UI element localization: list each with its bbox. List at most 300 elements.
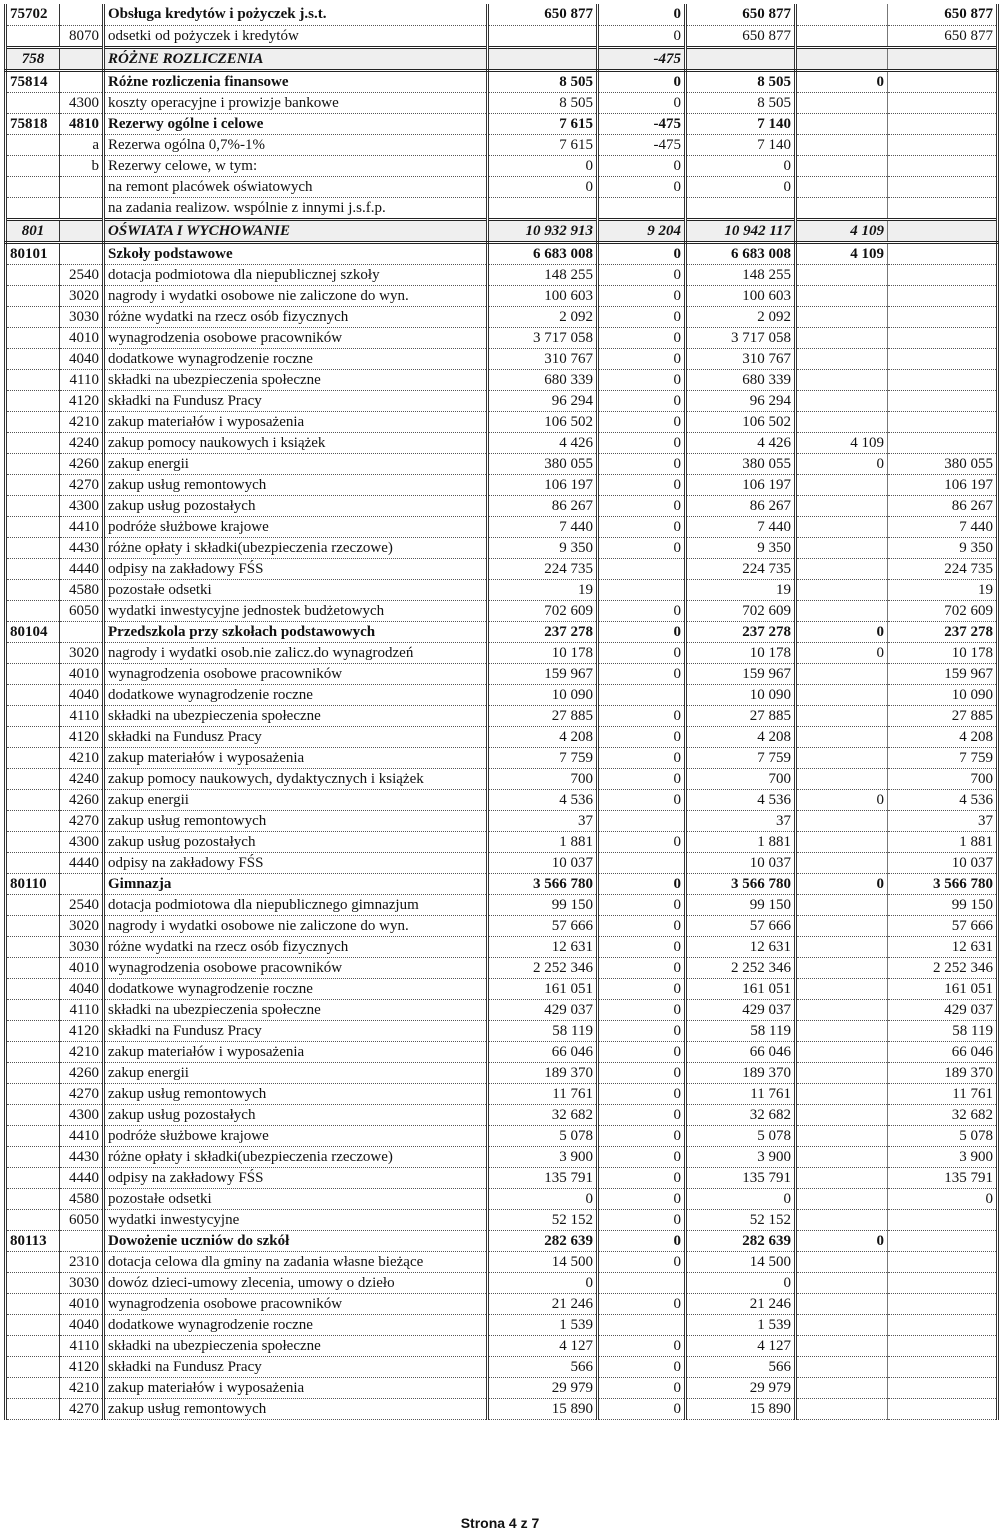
remaining-amount [888,134,998,155]
amount-after-change: 0 [686,155,796,176]
paragraph-code [60,242,104,264]
paragraph-code: 3020 [60,915,104,936]
subsidy-amount [796,1104,888,1125]
plan-amount: 1 881 [488,831,598,852]
change-amount: 0 [598,936,686,957]
change-amount: -475 [598,47,686,70]
amount-after-change: 1 881 [686,831,796,852]
plan-amount: 2 092 [488,306,598,327]
plan-amount: 4 208 [488,726,598,747]
table-row [6,1041,998,1062]
item-name: odpisy na zakładowy FŚS [104,1167,488,1188]
subsidy-amount [796,176,888,197]
remaining-amount: 4 536 [888,789,998,810]
amount-after-change: 650 877 [686,4,796,25]
amount-after-change: 57 666 [686,915,796,936]
amount-after-change: 4 208 [686,726,796,747]
item-name: dotacja celowa dla gminy na zadania własne bieżące [104,1251,488,1272]
amount-after-change: 161 051 [686,978,796,999]
subsidy-amount: 0 [796,70,888,92]
amount-after-change: 237 278 [686,621,796,642]
item-name: dowóz dzieci-umowy zlecenia, umowy o dzieło [104,1272,488,1293]
paragraph-code: 4110 [60,1335,104,1356]
table-row [6,411,998,432]
amount-after-change: 0 [686,1188,796,1209]
amount-after-change: 58 119 [686,1020,796,1041]
subsidy-amount [796,768,888,789]
paragraph-code: 3030 [60,306,104,327]
subsidy-amount [796,495,888,516]
amount-after-change: 148 255 [686,264,796,285]
paragraph-code: 3020 [60,285,104,306]
paragraph-code: 4260 [60,453,104,474]
paragraph-code: 2310 [60,1251,104,1272]
plan-amount: 650 877 [488,4,598,25]
paragraph-code [60,219,104,242]
plan-amount: 1 539 [488,1314,598,1335]
paragraph-code [60,621,104,642]
subsidy-amount: 4 109 [796,242,888,264]
item-name: dotacja podmiotowa dla niepublicznego gimnazjum [104,894,488,915]
section-code [6,306,60,327]
paragraph-code: 2540 [60,894,104,915]
plan-amount: 0 [488,1188,598,1209]
section-code [6,747,60,768]
section-code [6,999,60,1020]
plan-amount: 96 294 [488,390,598,411]
change-amount: 0 [598,432,686,453]
paragraph-code: 4440 [60,1167,104,1188]
table-row [6,852,998,873]
change-amount: 0 [598,1209,686,1230]
section-code [6,852,60,873]
section-code [6,789,60,810]
plan-amount: 32 682 [488,1104,598,1125]
paragraph-code: 4270 [60,810,104,831]
plan-amount: 8 505 [488,92,598,113]
plan-amount: 6 683 008 [488,242,598,264]
section-code [6,1398,60,1419]
change-amount: 0 [598,621,686,642]
subsidy-amount [796,663,888,684]
paragraph-code: 4430 [60,537,104,558]
subsidy-amount: 0 [796,453,888,474]
table-row [6,747,998,768]
item-name: zakup usług remontowych [104,474,488,495]
table-row [6,4,998,25]
section-code [6,92,60,113]
remaining-amount: 37 [888,810,998,831]
item-name: RÓŻNE ROZLICZENIA [104,47,488,70]
paragraph-code: 4040 [60,978,104,999]
section-code [6,1104,60,1125]
amount-after-change: 189 370 [686,1062,796,1083]
remaining-amount: 11 761 [888,1083,998,1104]
subsidy-amount [796,264,888,285]
section-code [6,1167,60,1188]
plan-amount: 7 759 [488,747,598,768]
remaining-amount [888,264,998,285]
table-row [6,390,998,411]
section-code [6,1020,60,1041]
item-name: składki na Fundusz Pracy [104,726,488,747]
item-name: dodatkowe wynagrodzenie roczne [104,978,488,999]
section-code [6,348,60,369]
change-amount: 0 [598,348,686,369]
section-code [6,810,60,831]
remaining-amount: 99 150 [888,894,998,915]
amount-after-change: 99 150 [686,894,796,915]
subsidy-amount [796,978,888,999]
subsidy-amount [796,747,888,768]
change-amount [598,579,686,600]
item-name: różne wydatki na rzecz osób fizycznych [104,306,488,327]
plan-amount: 4 426 [488,432,598,453]
change-amount: 0 [598,747,686,768]
subsidy-amount [796,831,888,852]
section-code: 801 [6,219,60,242]
subsidy-amount [796,197,888,219]
remaining-amount: 189 370 [888,1062,998,1083]
item-name: wynagrodzenia osobowe pracowników [104,663,488,684]
section-code [6,1062,60,1083]
table-row [6,92,998,113]
item-name: zakup usług pozostałych [104,495,488,516]
table-row [6,1293,998,1314]
plan-amount: 7 615 [488,134,598,155]
plan-amount: 0 [488,176,598,197]
table-row [6,1356,998,1377]
remaining-amount [888,285,998,306]
item-name: składki na ubezpieczenia społeczne [104,1335,488,1356]
subsidy-amount [796,1020,888,1041]
paragraph-code [60,47,104,70]
remaining-amount [888,113,998,134]
plan-amount: 3 900 [488,1146,598,1167]
change-amount: 0 [598,642,686,663]
change-amount: 0 [598,285,686,306]
paragraph-code: 4270 [60,474,104,495]
table-row [6,1335,998,1356]
subsidy-amount [796,1083,888,1104]
plan-amount: 12 631 [488,936,598,957]
change-amount: 0 [598,1335,686,1356]
paragraph-code: 4270 [60,1083,104,1104]
amount-after-change: 29 979 [686,1377,796,1398]
paragraph-code: 2540 [60,264,104,285]
section-code [6,663,60,684]
item-name: wydatki inwestycyjne jednostek budżetowych [104,600,488,621]
section-code [6,197,60,219]
plan-amount: 8 505 [488,70,598,92]
table-row [6,155,998,176]
paragraph-code: 4440 [60,852,104,873]
paragraph-code: 8070 [60,25,104,47]
paragraph-code: 4010 [60,957,104,978]
paragraph-code: 4580 [60,1188,104,1209]
subsidy-amount [796,47,888,70]
plan-amount: 310 767 [488,348,598,369]
remaining-amount: 19 [888,579,998,600]
section-code [6,516,60,537]
change-amount: 0 [598,390,686,411]
subsidy-amount: 0 [796,789,888,810]
remaining-amount: 380 055 [888,453,998,474]
section-code [6,1335,60,1356]
paragraph-code: 4110 [60,705,104,726]
change-amount: 0 [598,453,686,474]
paragraph-code [60,1230,104,1251]
section-code [6,432,60,453]
amount-after-change: 3 717 058 [686,327,796,348]
amount-after-change: 7 440 [686,516,796,537]
plan-amount: 52 152 [488,1209,598,1230]
plan-amount: 161 051 [488,978,598,999]
change-amount: 0 [598,789,686,810]
change-amount: 0 [598,1104,686,1125]
plan-amount: 702 609 [488,600,598,621]
table-row [6,873,998,894]
paragraph-code: 4210 [60,1041,104,1062]
section-code: 80113 [6,1230,60,1251]
plan-amount: 19 [488,579,598,600]
plan-amount: 100 603 [488,285,598,306]
remaining-amount [888,219,998,242]
remaining-amount [888,1230,998,1251]
subsidy-amount [796,1251,888,1272]
subsidy-amount: 0 [796,642,888,663]
remaining-amount [888,1251,998,1272]
amount-after-change: 4 536 [686,789,796,810]
change-amount: 0 [598,155,686,176]
remaining-amount: 237 278 [888,621,998,642]
subsidy-amount: 4 109 [796,432,888,453]
paragraph-code: a [60,134,104,155]
remaining-amount: 86 267 [888,495,998,516]
amount-after-change: 37 [686,810,796,831]
plan-amount: 106 197 [488,474,598,495]
amount-after-change: 135 791 [686,1167,796,1188]
plan-amount: 27 885 [488,705,598,726]
amount-after-change: 100 603 [686,285,796,306]
section-code: 75814 [6,70,60,92]
table-row [6,999,998,1020]
section-code [6,1293,60,1314]
item-name: Obsługa kredytów i pożyczek j.s.t. [104,4,488,25]
paragraph-code: 3030 [60,1272,104,1293]
amount-after-change: 66 046 [686,1041,796,1062]
change-amount: -475 [598,113,686,134]
item-name: różne opłaty i składki(ubezpieczenia rzeczowe) [104,537,488,558]
plan-amount: 429 037 [488,999,598,1020]
section-code [6,915,60,936]
amount-after-change: 0 [686,176,796,197]
table-row [6,1314,998,1335]
table-row [6,663,998,684]
section-code [6,1146,60,1167]
table-row [6,242,998,264]
subsidy-amount: 4 109 [796,219,888,242]
amount-after-change: 8 505 [686,70,796,92]
section-code [6,369,60,390]
remaining-amount [888,176,998,197]
table-row [6,219,998,242]
subsidy-amount [796,810,888,831]
table-row [6,1272,998,1293]
table-row [6,1377,998,1398]
remaining-amount: 224 735 [888,558,998,579]
subsidy-amount [796,348,888,369]
change-amount: 0 [598,915,686,936]
amount-after-change: 21 246 [686,1293,796,1314]
remaining-amount: 650 877 [888,4,998,25]
remaining-amount: 32 682 [888,1104,998,1125]
subsidy-amount [796,1398,888,1419]
remaining-amount [888,432,998,453]
subsidy-amount: 0 [796,621,888,642]
amount-after-change: 7 140 [686,134,796,155]
table-row [6,369,998,390]
amount-after-change: 1 539 [686,1314,796,1335]
item-name: Różne rozliczenia finansowe [104,70,488,92]
change-amount: 0 [598,663,686,684]
remaining-amount [888,390,998,411]
paragraph-code: 4110 [60,369,104,390]
amount-after-change: 106 197 [686,474,796,495]
item-name: zakup energii [104,1062,488,1083]
item-name: pozostałe odsetki [104,579,488,600]
amount-after-change: 4 426 [686,432,796,453]
paragraph-code: 4260 [60,789,104,810]
subsidy-amount [796,579,888,600]
table-row [6,176,998,197]
item-name: dodatkowe wynagrodzenie roczne [104,1314,488,1335]
section-code [6,642,60,663]
item-name: składki na ubezpieczenia społeczne [104,705,488,726]
remaining-amount: 702 609 [888,600,998,621]
item-name: OŚWIATA I WYCHOWANIE [104,219,488,242]
table-row [6,894,998,915]
amount-after-change: 12 631 [686,936,796,957]
item-name: podróże służbowe krajowe [104,1125,488,1146]
remaining-amount: 10 037 [888,852,998,873]
amount-after-change: 14 500 [686,1251,796,1272]
table-row [6,1083,998,1104]
change-amount [598,810,686,831]
plan-amount: 106 502 [488,411,598,432]
plan-amount: 135 791 [488,1167,598,1188]
amount-after-change: 11 761 [686,1083,796,1104]
paragraph-code: 4810 [60,113,104,134]
change-amount: 0 [598,1041,686,1062]
plan-amount: 29 979 [488,1377,598,1398]
remaining-amount: 0 [888,1188,998,1209]
remaining-amount [888,1356,998,1377]
amount-after-change: 3 566 780 [686,873,796,894]
section-code [6,1377,60,1398]
subsidy-amount [796,600,888,621]
table-row [6,705,998,726]
plan-amount: 15 890 [488,1398,598,1419]
amount-after-change: 32 682 [686,1104,796,1125]
table-row [6,1062,998,1083]
item-name: różne wydatki na rzecz osób fizycznych [104,936,488,957]
item-name: Dowożenie uczniów do szkół [104,1230,488,1251]
change-amount: 0 [598,474,686,495]
remaining-amount [888,1272,998,1293]
section-code [6,264,60,285]
amount-after-change: 650 877 [686,25,796,47]
item-name: nagrody i wydatki osobowe nie zaliczone do wyn. [104,915,488,936]
change-amount: 0 [598,242,686,264]
section-code [6,1188,60,1209]
table-row [6,978,998,999]
remaining-amount [888,1209,998,1230]
paragraph-code: 4040 [60,1314,104,1335]
paragraph-code: 4210 [60,411,104,432]
subsidy-amount [796,1293,888,1314]
amount-after-change: 19 [686,579,796,600]
remaining-amount: 135 791 [888,1167,998,1188]
remaining-amount [888,197,998,219]
amount-after-change: 52 152 [686,1209,796,1230]
paragraph-code [60,4,104,25]
remaining-amount: 27 885 [888,705,998,726]
item-name: na remont placówek oświatowych [104,176,488,197]
change-amount: 0 [598,957,686,978]
plan-amount: 3 717 058 [488,327,598,348]
section-code: 75702 [6,4,60,25]
item-name: zakup pomocy naukowych, dydaktycznych i książek [104,768,488,789]
change-amount: 0 [598,1146,686,1167]
subsidy-amount [796,705,888,726]
table-row [6,474,998,495]
plan-amount: 380 055 [488,453,598,474]
section-code [6,453,60,474]
change-amount: 9 204 [598,219,686,242]
subsidy-amount [796,1356,888,1377]
table-row [6,1230,998,1251]
table-row [6,684,998,705]
remaining-amount: 3 566 780 [888,873,998,894]
item-name: zakup usług remontowych [104,1398,488,1419]
plan-amount: 680 339 [488,369,598,390]
plan-amount: 566 [488,1356,598,1377]
item-name: wynagrodzenia osobowe pracowników [104,327,488,348]
table-row [6,134,998,155]
table-row [6,1251,998,1272]
subsidy-amount [796,726,888,747]
amount-after-change: 159 967 [686,663,796,684]
section-code [6,155,60,176]
item-name: odpisy na zakładowy FŚS [104,852,488,873]
remaining-amount: 10 090 [888,684,998,705]
paragraph-code [60,873,104,894]
paragraph-code [60,70,104,92]
change-amount: 0 [598,768,686,789]
section-code [6,705,60,726]
remaining-amount: 3 900 [888,1146,998,1167]
item-name: Szkoły podstawowe [104,242,488,264]
item-name: zakup usług pozostałych [104,831,488,852]
plan-amount: 5 078 [488,1125,598,1146]
item-name: składki na Fundusz Pracy [104,1356,488,1377]
plan-amount: 0 [488,1272,598,1293]
remaining-amount [888,47,998,70]
plan-amount: 10 037 [488,852,598,873]
table-row [6,264,998,285]
change-amount [598,558,686,579]
